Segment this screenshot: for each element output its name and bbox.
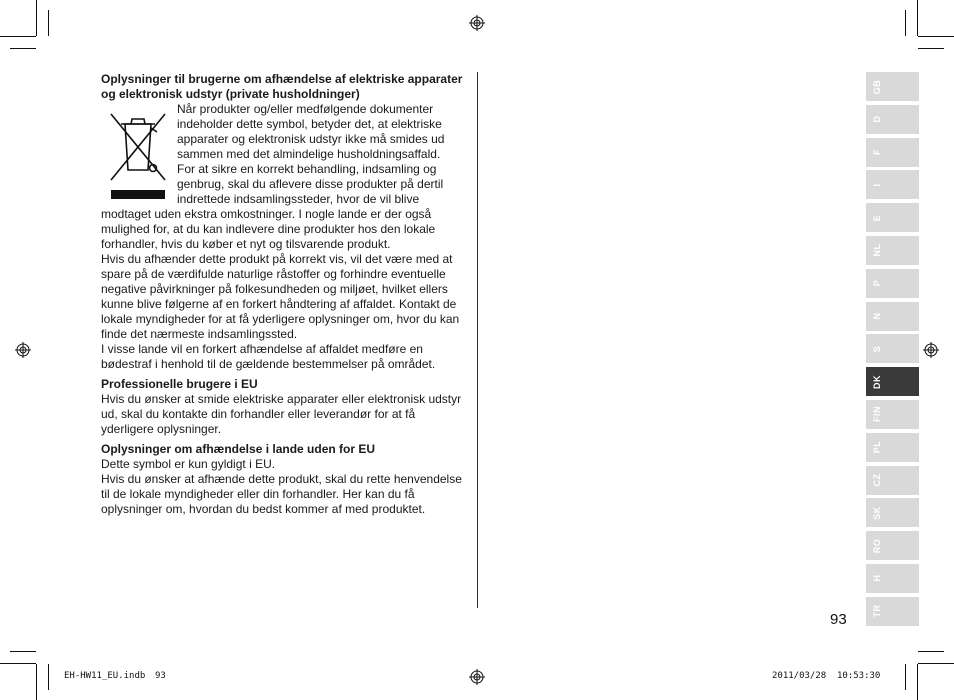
- footer-time: 10:53:30: [837, 671, 881, 681]
- heading-professional-users: Professionelle brugere i EU: [101, 377, 258, 391]
- heading-outside-eu: Oplysninger om afhændelse i lande uden for EU: [101, 442, 376, 456]
- tab-d[interactable]: D: [866, 105, 919, 134]
- crop-mark: [905, 10, 906, 36]
- crop-mark: [917, 0, 918, 36]
- paragraph-correct-disposal: Hvis du afhænder dette produkt på korrekt vis, vil det være med at spare på de værdifulde naturlige råstoffer og forhindre eventuelle negative påvirkninger på folkesundheden og miljøet, hvilket ellers kunne blive følgerne af en forkert håndtering af affaldet. Kontakt de lokale myndigheder for at få yderligere oplysninger om, hvor du kan finde det nærmeste indsamlingssted.: [101, 252, 460, 341]
- crop-mark: [48, 664, 49, 690]
- crop-mark: [36, 664, 37, 700]
- tab-p[interactable]: P: [866, 269, 919, 298]
- tab-h[interactable]: H: [866, 564, 919, 593]
- page-number: 93: [830, 611, 847, 628]
- paragraph-outside-eu: Hvis du ønsker at afhænde dette produkt, skal du rette henvendelse til de lokale myndigheder eller din forhandler. Her kan du få oplysninger om, hvordan du bedst kommer af med produktet.: [101, 472, 462, 516]
- tab-ro[interactable]: RO: [866, 531, 919, 560]
- footer-date: 2011/03/28: [772, 671, 827, 681]
- heading-household-disposal: Oplysninger til brugerne om afhændelse af elektriske apparater og elektronisk udstyr (private husholdninger): [101, 72, 463, 101]
- paragraph-symbol-eu-only: Dette symbol er kun gyldigt i EU.: [101, 457, 276, 471]
- column-divider: [477, 72, 478, 608]
- crop-mark: [918, 651, 944, 652]
- crop-mark: [0, 663, 36, 664]
- tab-n[interactable]: N: [866, 302, 919, 331]
- tab-f[interactable]: F: [866, 138, 919, 167]
- tab-e[interactable]: E: [866, 203, 919, 232]
- crop-mark: [10, 651, 36, 652]
- footer-file: EH-HW11_EU.indb: [64, 671, 146, 681]
- registration-mark-icon: [469, 15, 485, 31]
- tab-pl[interactable]: PL: [866, 433, 919, 462]
- registration-mark-icon: [469, 669, 485, 685]
- tab-dk[interactable]: DK: [866, 367, 919, 396]
- crop-mark: [36, 0, 37, 36]
- footer-page: 93: [155, 671, 166, 681]
- tab-gb[interactable]: GB: [866, 72, 919, 101]
- paragraph-symbol-meaning: Når produkter og/eller medfølgende dokumenter indeholder dette symbol, betyder det, at elektriske apparater og elektronisk udstyr ikke må smides ud sammen med det almindelige husholdningsaffald.: [177, 102, 445, 161]
- tab-nl[interactable]: NL: [866, 236, 919, 265]
- tab-tr[interactable]: TR: [866, 597, 919, 626]
- tab-i[interactable]: I: [866, 170, 919, 199]
- crop-mark: [905, 664, 906, 690]
- crossed-out-wheelie-bin-icon: [105, 104, 171, 204]
- crop-mark: [0, 36, 36, 37]
- paragraph-professional-users: Hvis du ønsker at smide elektriske apparater eller elektronisk udstyr ud, skal du kontakte din forhandler eller leverandør for at få yderligere oplysninger.: [101, 392, 462, 436]
- crop-mark: [918, 48, 944, 49]
- tab-s[interactable]: S: [866, 334, 919, 363]
- paragraph-collection: For at sikre en korrekt behandling, indsamling og genbrug, skal du aflevere disse produkter på dertil indrettede indsamlingssteder, hvor de vil blive modtaget uden ekstra omkostninger. I nogle lande er der også mulighed for, at du kan indlevere dine produkter hos den lokale forhandler, hvis du køber et nyt og tilsvarende produkt.: [101, 162, 444, 251]
- tab-cz[interactable]: CZ: [866, 466, 919, 495]
- tab-fin[interactable]: FIN: [866, 400, 919, 429]
- registration-mark-icon: [923, 342, 939, 358]
- language-tabs: [866, 72, 919, 630]
- crop-mark: [918, 36, 954, 37]
- crop-mark: [10, 48, 36, 49]
- crop-mark: [48, 10, 49, 36]
- crop-mark: [918, 663, 954, 664]
- tab-sk[interactable]: SK: [866, 498, 919, 527]
- registration-mark-icon: [15, 342, 31, 358]
- disposal-info-section: [101, 72, 467, 517]
- crop-mark: [917, 664, 918, 700]
- paragraph-penalties: I visse lande vil en forkert afhændelse af affaldet medføre en bødestraf i henhold til de gældende bestemmelser på området.: [101, 342, 436, 371]
